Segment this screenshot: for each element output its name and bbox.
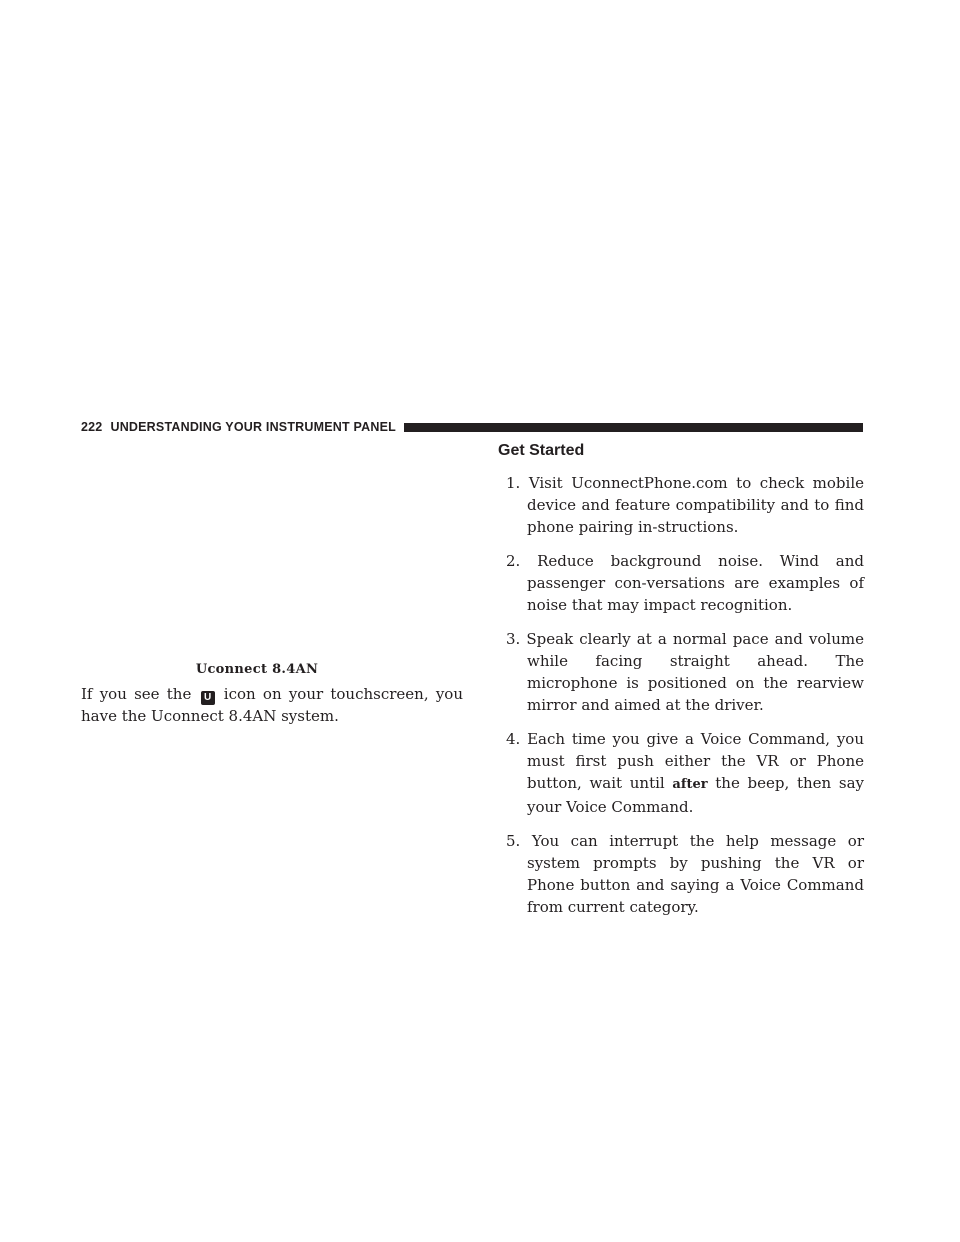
step-4-emphasis: after <box>672 777 708 792</box>
left-column <box>81 440 463 742</box>
figure-caption: Uconnect 8.4AN <box>195 662 319 677</box>
uconnect-app-icon: U <box>201 691 215 705</box>
figure-area <box>81 440 463 662</box>
step-4-text: 4. Each time you give a Voice Command, you must first push either the VR or Phone button, wait until <box>506 730 864 792</box>
steps-list <box>487 472 864 918</box>
step-4-text-end: the beep, then say your Voice Command. <box>527 774 864 816</box>
page-number: 222 <box>81 420 103 434</box>
system-identification-paragraph <box>81 683 463 727</box>
section-title: UNDERSTANDING YOUR INSTRUMENT PANEL <box>110 420 396 434</box>
step-1: 1. Visit UconnectPhone.com to check mobile device and feature compatibility and to find phone pairing in-structions. <box>506 474 864 536</box>
step-4 <box>487 728 864 818</box>
text-before-icon: If you see the <box>81 685 192 703</box>
step-2: 2. Reduce background noise. Wind and passenger con-versations are examples of noise that may impact recognition. <box>506 552 864 614</box>
get-started-heading: Get Started <box>498 442 585 459</box>
step-5: 5. You can interrupt the help message or system prompts by pushing the VR or Phone button and saying a Voice Command from current category. <box>506 832 864 916</box>
step-3: 3. Speak clearly at a normal pace and volume while facing straight ahead. The microphone is positioned on the rearview mirror and aimed at the driver. <box>506 630 864 714</box>
header-rule <box>404 423 863 432</box>
right-column <box>487 440 864 930</box>
text-after-icon: icon on your touchscreen, you have the Uconnect 8.4AN system. <box>81 685 463 725</box>
page-header <box>81 418 863 436</box>
